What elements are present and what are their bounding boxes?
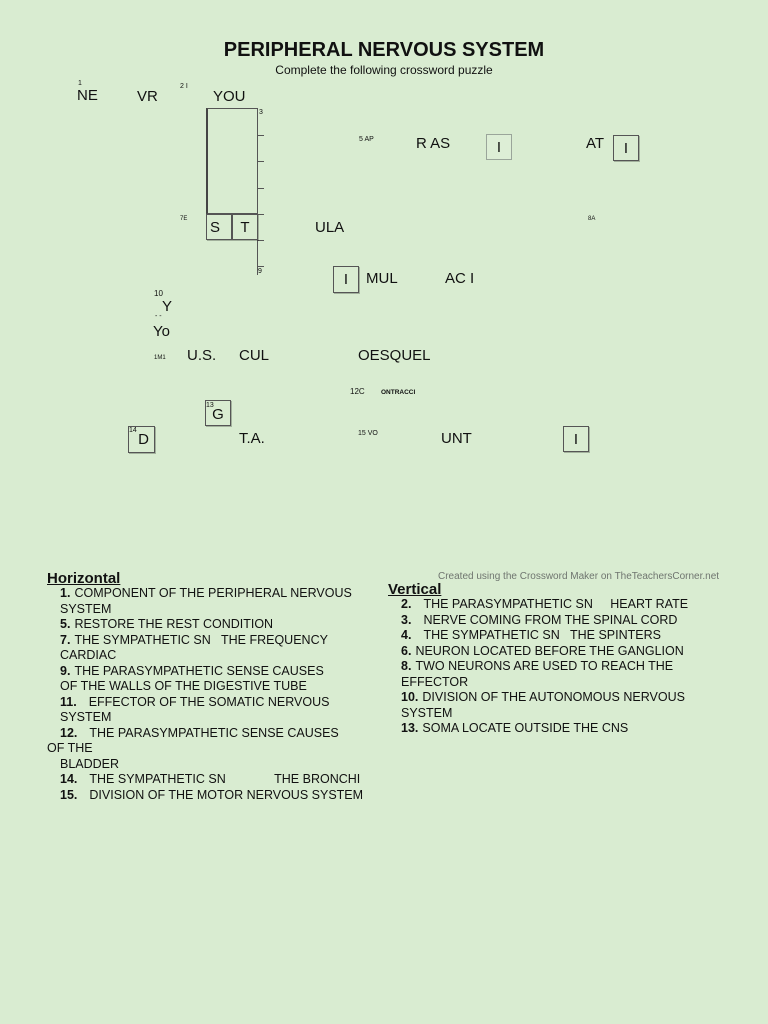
clue-number: 13. — [401, 721, 419, 736]
grid-number-1: 1 — [78, 79, 82, 87]
grid-fragment-yo: Yo — [153, 322, 170, 340]
vertical-clues — [401, 597, 688, 737]
grid-fragment-ne: NE — [77, 86, 98, 104]
clue-line — [401, 675, 688, 691]
clue-line — [47, 772, 363, 788]
grid-fragment-dashes: - - — [155, 312, 162, 320]
clue-number: 14. — [60, 772, 78, 787]
grid-fragment-mul: MUL — [366, 269, 398, 287]
grid-tick — [258, 188, 264, 189]
clue-number: 8. — [401, 659, 412, 674]
clue-line — [401, 628, 688, 644]
clue-text: SYSTEM — [401, 705, 453, 720]
clue-text: THE PARASYMPATHETIC SENSE CAUSES — [74, 663, 324, 678]
grid-number-9: 9 — [258, 267, 262, 275]
clue-number: 9. — [60, 663, 71, 678]
clue-line — [47, 602, 363, 618]
clue-text: SYSTEM — [60, 601, 112, 616]
grid-cell-column-outline — [206, 108, 258, 214]
clue-text: THE SYMPATHETIC SN THE BRONCHI — [89, 772, 361, 787]
clue-number: 10. — [401, 690, 419, 705]
page-title: PERIPHERAL NERVOUS SYSTEM — [223, 39, 545, 61]
clue-text: THE SYMPATHETIC SN THE SPINTERS — [423, 628, 661, 643]
clue-line — [401, 721, 688, 737]
clue-text: DIVISION OF THE MOTOR NERVOUS SYSTEM — [89, 787, 364, 802]
clue-line — [47, 664, 363, 680]
clue-number: 2. — [401, 597, 412, 612]
clue-text: TWO NEURONS ARE USED TO REACH THE — [415, 659, 674, 674]
grid-number-12: 12C — [350, 387, 365, 396]
clue-line — [47, 586, 363, 602]
clue-line — [47, 617, 363, 633]
grid-cell: S — [206, 214, 232, 240]
horizontal-clues — [47, 586, 363, 803]
clue-line — [47, 788, 363, 804]
clue-number: 7. — [60, 632, 71, 647]
clue-number: 6. — [401, 643, 412, 658]
grid-tick — [258, 240, 264, 241]
clue-line — [401, 706, 688, 722]
clue-number: 11. — [60, 694, 77, 709]
clue-line — [47, 648, 363, 664]
grid-cell: G — [205, 400, 231, 426]
grid-tick — [258, 214, 264, 215]
grid-number-11: 1M1 — [154, 355, 166, 361]
clue-text: THE SYMPATHETIC SN THE FREQUENCY — [74, 632, 328, 647]
grid-cell: I — [333, 266, 359, 293]
clue-line — [401, 644, 688, 660]
grid-number-14: 14 — [129, 426, 137, 434]
clue-line — [47, 695, 363, 711]
clue-line — [47, 679, 363, 695]
grid-tick — [258, 161, 264, 162]
clue-text: OF THE WALLS OF THE DIGESTIVE TUBE — [60, 679, 307, 694]
credit-text: Created using the Crossword Maker on TheTeachersCorner.net — [438, 571, 720, 582]
grid-cell: I — [563, 426, 589, 452]
clue-text: EFFECTOR OF THE SOMATIC NERVOUS — [88, 694, 330, 709]
grid-number-2: 2 I — [180, 82, 188, 90]
clue-number: 1. — [60, 586, 71, 601]
grid-line-vertical — [257, 108, 258, 275]
grid-fragment-you: YOU — [213, 87, 246, 105]
grid-fragment-ula: ULA — [315, 218, 345, 236]
clue-text: COMPONENT OF THE PERIPHERAL NERVOUS — [74, 586, 352, 601]
page-subtitle: Complete the following crossword puzzle — [275, 63, 493, 77]
grid-number-7: 7E — [180, 216, 188, 222]
grid-number-15: 15 VO — [358, 429, 378, 437]
vertical-heading: Vertical — [388, 580, 442, 598]
clue-text: DIVISION OF THE AUTONOMOUS NERVOUS — [422, 690, 685, 705]
clue-line — [47, 710, 363, 726]
grid-fragment-at: AT — [586, 134, 605, 152]
grid-number-13: 13 — [206, 401, 214, 409]
clue-number: 4. — [401, 628, 412, 643]
clue-number: 5. — [60, 617, 71, 632]
clue-line — [401, 659, 688, 675]
clue-number: 15. — [60, 787, 78, 802]
clue-line — [47, 633, 363, 649]
grid-fragment-us: U.S. — [187, 346, 217, 364]
grid-fragment-oesquel: OESQUEL — [358, 346, 431, 364]
clue-text: THE PARASYMPATHETIC SENSE CAUSES — [89, 725, 339, 740]
grid-cell: I — [486, 134, 512, 160]
clue-text: NEURON LOCATED BEFORE THE GANGLION — [415, 643, 684, 658]
grid-fragment-ontracci: ONTRACCI — [381, 388, 416, 396]
grid-fragment-ta: T.A. — [239, 429, 265, 447]
grid-cell: D — [128, 426, 155, 453]
clue-text: CARDIAC — [60, 648, 117, 663]
clue-text: SOMA LOCATE OUTSIDE THE CNS — [422, 721, 629, 736]
grid-number-5: 5 AP — [359, 135, 374, 143]
clue-text: BLADDER — [60, 756, 120, 771]
clue-line — [401, 690, 688, 706]
clue-line — [47, 741, 363, 757]
clue-number: 3. — [401, 612, 412, 627]
clue-line — [47, 726, 363, 742]
grid-number-3: 3 — [259, 108, 263, 116]
grid-fragment-ras: R AS — [416, 134, 451, 152]
grid-fragment-vr: VR — [137, 87, 158, 105]
clue-line — [401, 597, 688, 613]
clue-text: THE PARASYMPATHETIC SN HEART RATE — [423, 597, 689, 612]
grid-tick — [258, 135, 264, 136]
clue-text: OF THE — [47, 741, 93, 756]
grid-number-10: 10 — [154, 289, 163, 298]
clue-text: EFFECTOR — [401, 674, 469, 689]
clue-number: 12. — [60, 725, 78, 740]
horizontal-heading: Horizontal — [47, 569, 121, 587]
grid-fragment-cul: CUL — [239, 346, 270, 364]
clue-text: RESTORE THE REST CONDITION — [74, 617, 274, 632]
grid-cell: I — [613, 135, 639, 161]
clue-line — [47, 757, 363, 773]
clue-text: SYSTEM — [60, 710, 112, 725]
grid-fragment-unt: UNT — [441, 429, 472, 447]
grid-fragment-aci: AC I — [445, 269, 475, 287]
grid-number-8: 8A — [588, 216, 596, 222]
grid-fragment-y: Y — [162, 297, 173, 315]
grid-cell: T — [232, 214, 258, 240]
clue-text: NERVE COMING FROM THE SPINAL CORD — [423, 612, 678, 627]
clue-line — [401, 613, 688, 629]
